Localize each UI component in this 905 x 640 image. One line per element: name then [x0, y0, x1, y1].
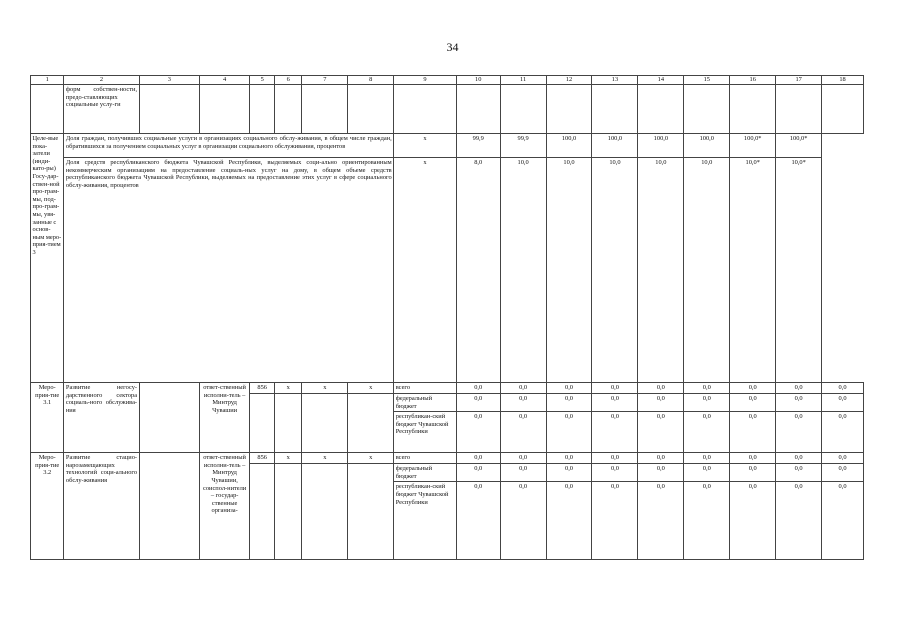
source-value: 0,0: [500, 453, 546, 464]
source-value: 0,0: [730, 394, 776, 412]
header-cell: 9: [394, 76, 457, 85]
source-value: 0,0: [638, 482, 684, 560]
source-value: 0,0: [638, 464, 684, 482]
source-value: 0,0: [638, 412, 684, 453]
source-value: 0,0: [638, 383, 684, 394]
source-value: 0,0: [592, 453, 638, 464]
source-value: 0,0: [456, 464, 500, 482]
source-value: 0,0: [822, 453, 864, 464]
source-value: 0,0: [684, 412, 730, 453]
source-value: 0,0: [456, 412, 500, 453]
source-value: 0,0: [684, 464, 730, 482]
indicator-value: 10,0*: [730, 158, 776, 383]
header-cell: 18: [822, 76, 864, 85]
source-value: 0,0: [500, 464, 546, 482]
measure-col8: х: [348, 453, 394, 464]
header-cell: 7: [302, 76, 348, 85]
source-value: 0,0: [730, 383, 776, 394]
source-value: 0,0: [456, 383, 500, 394]
source-value: 0,0: [822, 482, 864, 560]
indicator-value: 99,9: [500, 134, 546, 158]
form-ownership-text: форм собствен-ности, предо-ставляющих социальные услу-ги: [64, 85, 139, 134]
source-value: 0,0: [776, 394, 822, 412]
source-value: 0,0: [500, 394, 546, 412]
indicator-value: 100,0: [546, 134, 592, 158]
indicator-value: 100,0: [638, 134, 684, 158]
source-value: 0,0: [500, 482, 546, 560]
indicator-value: 10,0: [500, 158, 546, 383]
source-value: 0,0: [730, 464, 776, 482]
source-value: 0,0: [684, 394, 730, 412]
source-value: 0,0: [730, 412, 776, 453]
source-name: всего: [394, 383, 457, 394]
source-value: 0,0: [822, 383, 864, 394]
measure-label: Меро-прия-тие 3.2: [31, 453, 64, 560]
measure-name: Развитие стацио-нарозамещающих технологий соци-ального обслу-живания: [64, 453, 139, 560]
source-value: 0,0: [776, 453, 822, 464]
source-value: 0,0: [456, 482, 500, 560]
source-value: 0,0: [592, 394, 638, 412]
header-cell: 15: [684, 76, 730, 85]
measure-col7: х: [302, 383, 348, 394]
source-value: 0,0: [456, 453, 500, 464]
measure-code: 856: [250, 453, 275, 464]
indicators-group-label: Целе-вые пока-затели (инди-като-ры) Госу-дар-ствен-ной про-грам-мы, под-про-грам-мы, увя-занные с основ-ным меро-прия-тием 3: [31, 134, 64, 383]
header-cell: 3: [139, 76, 200, 85]
program-table: [30, 75, 864, 560]
indicator-value: 100,0: [592, 134, 638, 158]
source-value: 0,0: [776, 482, 822, 560]
header-cell: 1: [31, 76, 64, 85]
source-value: 0,0: [638, 453, 684, 464]
source-value: 0,0: [546, 453, 592, 464]
indicator-value: 8,0: [456, 158, 500, 383]
source-name: федеральный бюджет: [394, 464, 457, 482]
source-value: 0,0: [822, 464, 864, 482]
measure-col6: х: [275, 383, 302, 394]
measure-executor: ответ-ственный исполни-тель – Минтруд Чувашии: [200, 383, 250, 453]
source-value: 0,0: [592, 412, 638, 453]
measure-label: Меро-прия-тие 3.1: [31, 383, 64, 453]
source-value: 0,0: [730, 453, 776, 464]
measure-col8: х: [348, 383, 394, 394]
header-cell: 5: [250, 76, 275, 85]
source-value: 0,0: [684, 453, 730, 464]
measure-executor: ответ-ственный исполни-тель – Минтруд Чувашии, соиспол-нители – государ-ственные организа-: [200, 453, 250, 560]
indicator-value: 10,0: [592, 158, 638, 383]
measure-row: [31, 453, 864, 464]
source-name: республикан-ский бюджет Чувашской Республики: [394, 482, 457, 560]
indicator-row: [31, 134, 864, 158]
header-cell: 14: [638, 76, 684, 85]
indicator-value: 100,0*: [730, 134, 776, 158]
source-value: 0,0: [730, 482, 776, 560]
source-value: 0,0: [684, 383, 730, 394]
page-number: 34: [446, 40, 459, 54]
source-value: 0,0: [592, 383, 638, 394]
indicator-text: Доля средств республиканского бюджета Чувашской Республики, выделяемых соци-ально ориентированным некоммерческим организациям на предоставление социаль-ных услуг на дому, в общем объеме средств республиканского бюджета Чувашской Республики, выделяемых на предоставление этих услуг в сфере социального обслу-живания, процентов: [64, 158, 394, 383]
measure-row: [31, 383, 864, 394]
source-value: 0,0: [546, 482, 592, 560]
indicator-col9: х: [394, 158, 457, 383]
source-name: республикан-ский бюджет Чувашской Республики: [394, 412, 457, 453]
source-value: 0,0: [592, 464, 638, 482]
header-cell: 12: [546, 76, 592, 85]
indicator-value: 10,0: [546, 158, 592, 383]
indicator-text: Доля граждан, получивших социальные услуги в организациях социального обслу-живания, в общем числе граждан, обратившихся за получением социальных услуг в организации социального обслуживания, процентов: [64, 134, 394, 158]
header-cell: 8: [348, 76, 394, 85]
indicator-value: 10,0: [684, 158, 730, 383]
indicator-value: 99,9: [456, 134, 500, 158]
indicator-value: 100,0*: [776, 134, 822, 158]
source-value: 0,0: [546, 394, 592, 412]
measure-col6: х: [275, 453, 302, 464]
header-cell: 17: [776, 76, 822, 85]
source-value: 0,0: [592, 482, 638, 560]
header-row: [31, 76, 864, 85]
source-value: 0,0: [638, 394, 684, 412]
header-cell: 10: [456, 76, 500, 85]
source-value: 0,0: [500, 383, 546, 394]
source-name: федеральный бюджет: [394, 394, 457, 412]
table-row: [31, 85, 864, 134]
source-value: 0,0: [776, 412, 822, 453]
source-value: 0,0: [546, 464, 592, 482]
header-cell: 6: [275, 76, 302, 85]
header-cell: 2: [64, 76, 139, 85]
header-cell: 13: [592, 76, 638, 85]
indicator-col9: х: [394, 134, 457, 158]
source-value: 0,0: [546, 412, 592, 453]
indicator-value: 10,0: [638, 158, 684, 383]
measure-col7: х: [302, 453, 348, 464]
indicator-value: 100,0: [684, 134, 730, 158]
source-value: 0,0: [776, 464, 822, 482]
header-cell: 11: [500, 76, 546, 85]
source-value: 0,0: [776, 383, 822, 394]
source-name: всего: [394, 453, 457, 464]
indicator-row: [31, 158, 864, 383]
source-value: 0,0: [684, 482, 730, 560]
source-value: 0,0: [822, 394, 864, 412]
source-value: 0,0: [500, 412, 546, 453]
source-value: 0,0: [546, 383, 592, 394]
source-value: 0,0: [456, 394, 500, 412]
header-cell: 4: [200, 76, 250, 85]
source-value: 0,0: [822, 412, 864, 453]
measure-name: Развитие негосу-дарственного сектора социаль-ного обслужива-ния: [64, 383, 139, 453]
header-cell: 16: [730, 76, 776, 85]
indicator-value: 10,0*: [776, 158, 822, 383]
measure-code: 856: [250, 383, 275, 394]
